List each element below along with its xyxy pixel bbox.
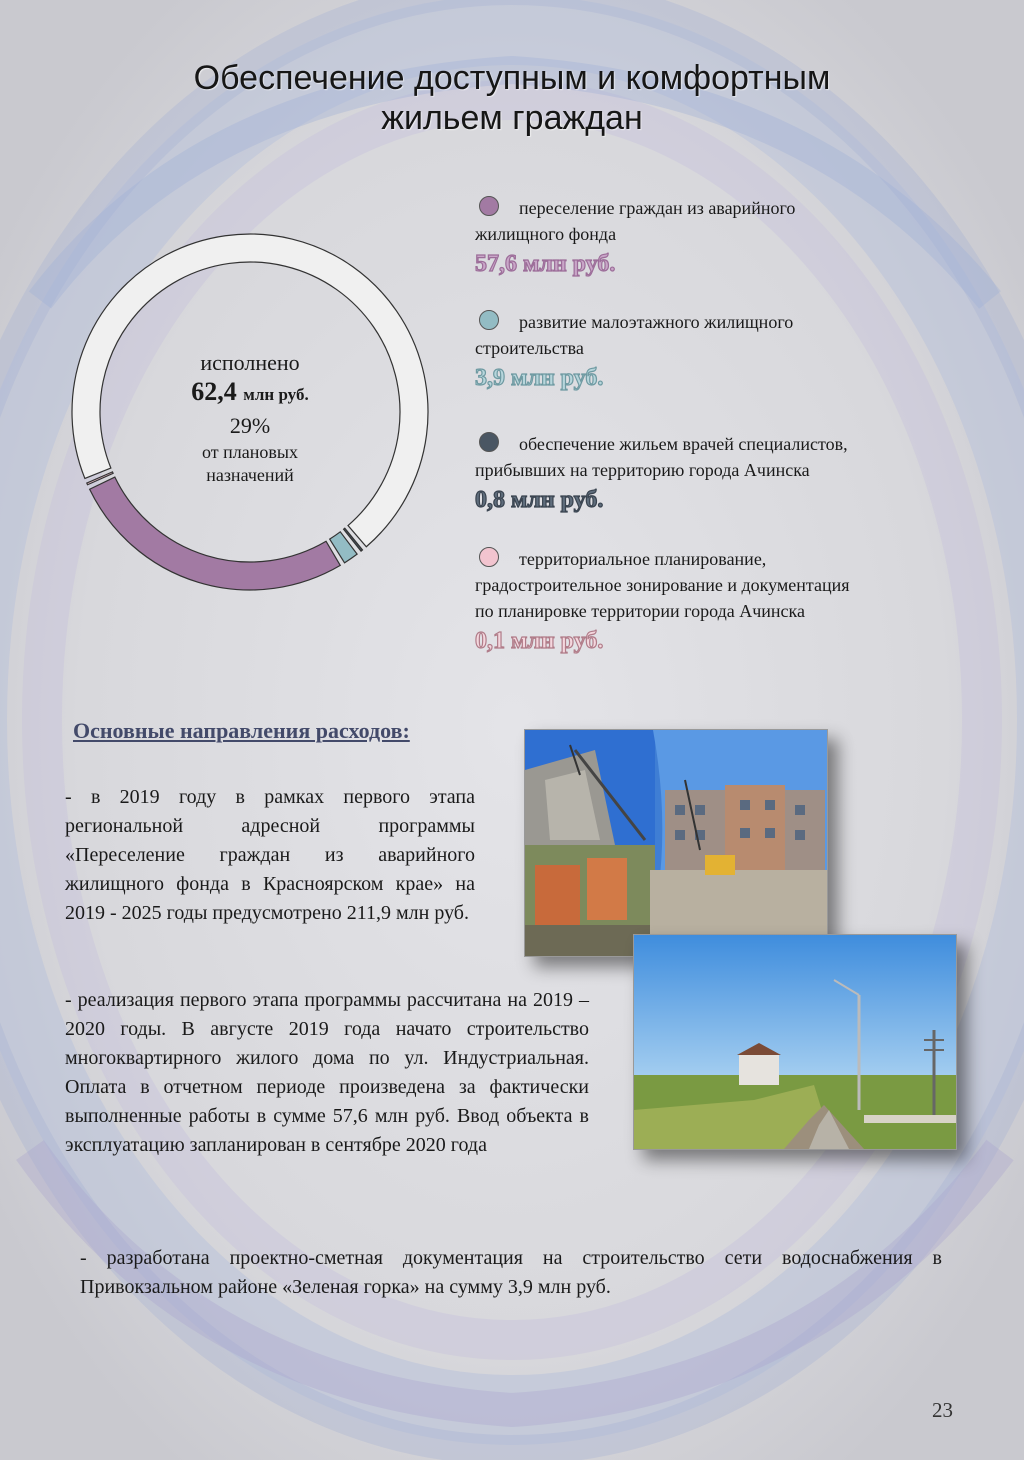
donut-center-summary bbox=[150, 350, 350, 487]
legend-item-doctors bbox=[475, 431, 945, 517]
legend-text-line2: строительства bbox=[475, 338, 584, 358]
legend-value: 3,9 млн руб. bbox=[475, 365, 604, 391]
legend-dot-purple-icon bbox=[479, 196, 499, 216]
legend-item-planning bbox=[475, 546, 945, 658]
legend-item-lowrise bbox=[475, 309, 945, 395]
paragraph-program: - в 2019 году в рамках первого этапа региональной адресной программы «Переселение граждан из аварийного жилищного фонда в Красноярском крае» на 2019 - 2025 годы предусмотрено 211,9 млн руб. bbox=[65, 786, 475, 924]
legend-dot-teal-icon bbox=[479, 310, 499, 330]
page-title bbox=[0, 58, 1024, 138]
landscape-photo bbox=[633, 934, 957, 1150]
legend-dot-slate-icon bbox=[479, 432, 499, 452]
legend-text-line1: развитие малоэтажного жилищного bbox=[519, 312, 794, 332]
slice-resettlement bbox=[90, 477, 341, 590]
legend-value: 0,8 млн руб. bbox=[475, 487, 604, 513]
legend-value: 0,1 млн руб. bbox=[475, 628, 604, 654]
page-title-line1: Обеспечение доступным и комфортным bbox=[193, 59, 831, 97]
executed-amount-unit: млн руб. bbox=[243, 385, 309, 404]
legend-text-line2: прибывших на территорию города Ачинска bbox=[475, 460, 810, 480]
legend-value: 57,6 млн руб. bbox=[475, 251, 616, 277]
legend-text-line1: переселение граждан из аварийного bbox=[519, 198, 796, 218]
page-number: 23 bbox=[932, 1398, 953, 1422]
executed-note-line2: назначений bbox=[206, 465, 294, 485]
section-heading: Основные направления расходов: bbox=[73, 718, 410, 743]
executed-label: исполнено bbox=[200, 350, 300, 375]
legend-text-line2: жилищного фонда bbox=[475, 224, 617, 244]
paragraph-water-supply: - разработана проектно-сметная документация на строительство сети водоснабжения в Привокзальном районе «Зеленая горка» на сумму 3,9 млн руб. bbox=[80, 1247, 942, 1298]
legend-text-line1: обеспечение жильем врачей специалистов, bbox=[519, 434, 848, 454]
page-title-line2: жильем граждан bbox=[381, 99, 643, 137]
legend-text-line2: градостроительное зонирование и документация bbox=[475, 575, 850, 595]
executed-note-line1: от плановых bbox=[202, 442, 298, 462]
executed-amount-value: 62,4 bbox=[191, 377, 237, 406]
legend-dot-pink-icon bbox=[479, 547, 499, 567]
executed-percent: 29% bbox=[229, 413, 271, 438]
legend-text-line3: по планировке территории города Ачинска bbox=[475, 601, 806, 621]
legend-text-line1: территориальное планирование, bbox=[519, 549, 767, 569]
legend-item-resettlement bbox=[475, 195, 945, 281]
paragraph-construction: - реализация первого этапа программы рассчитана на 2019 – 2020 годы. В августе 2019 года начато строительство многоквартирного жилого дома по ул. Индустриальная. Оплата в отчетном периоде произведена за фактически выполненные работы в сумме 57,6 млн руб. Ввод объекта в эксплуатацию запланирован в сентябре 2020 года bbox=[65, 989, 589, 1156]
construction-photo bbox=[524, 729, 828, 957]
executed-amount bbox=[150, 376, 350, 411]
